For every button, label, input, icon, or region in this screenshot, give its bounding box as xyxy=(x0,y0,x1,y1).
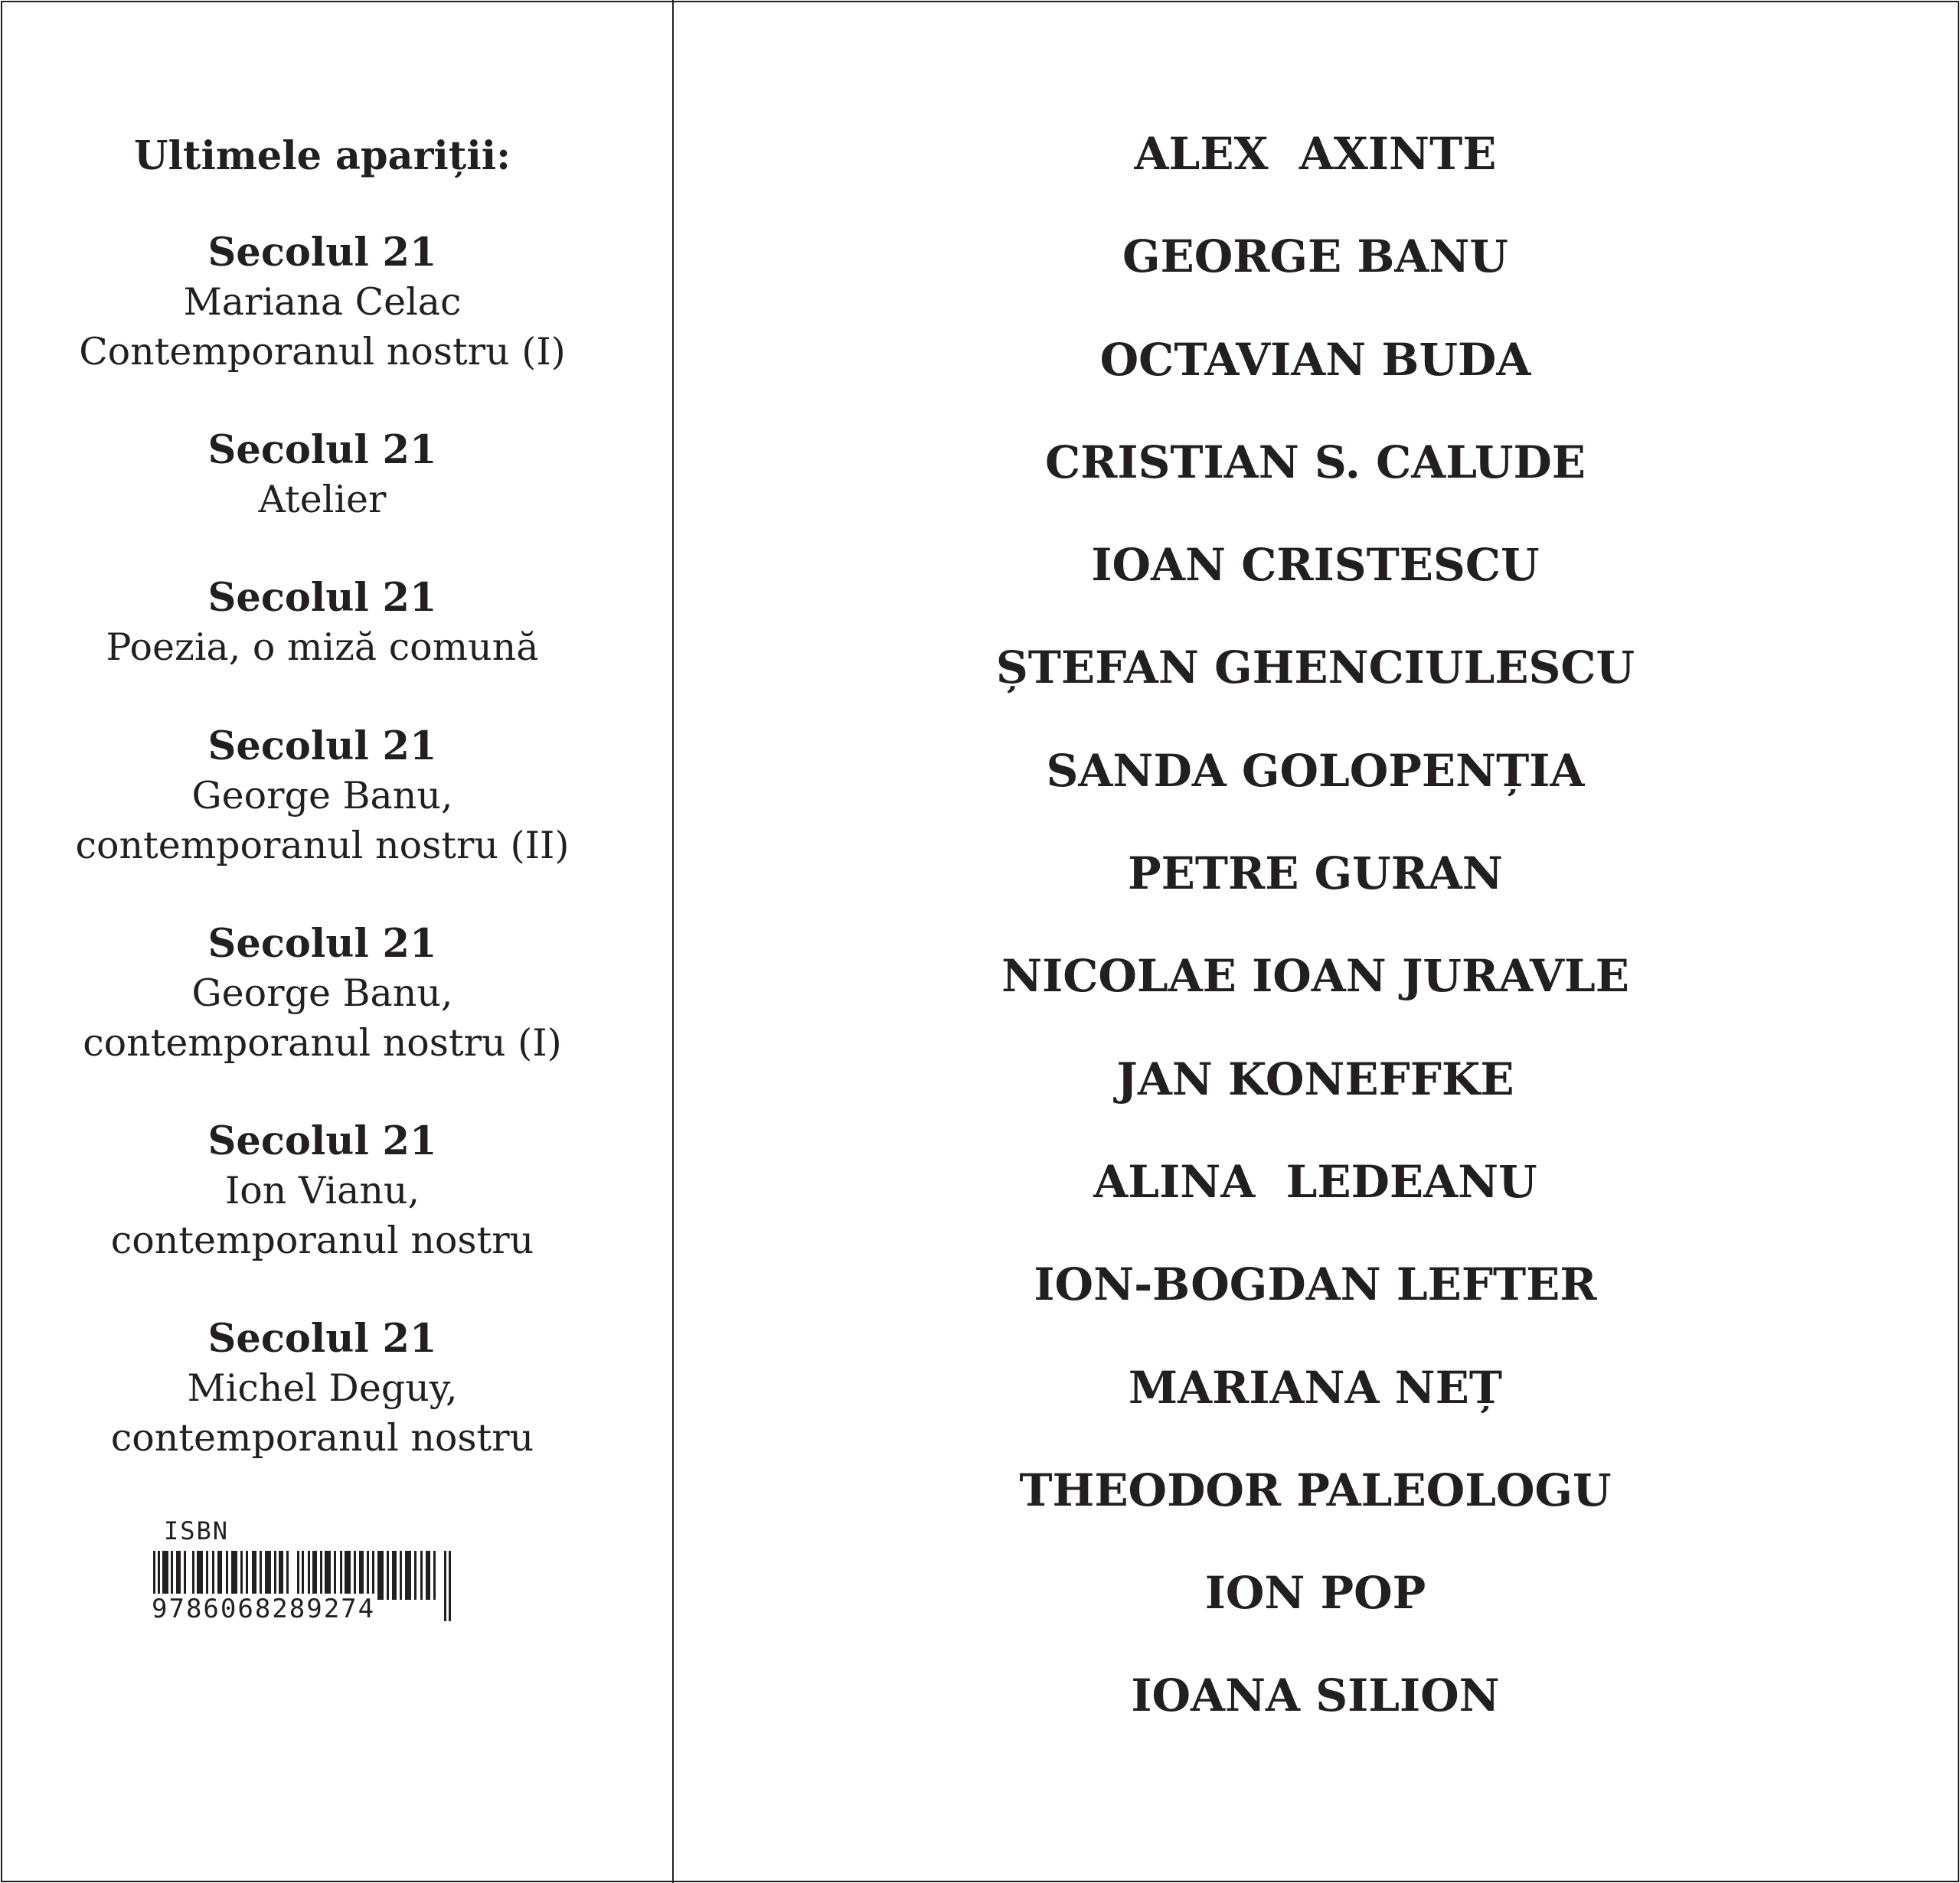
author-name: MARIANA NEȚ xyxy=(1128,1361,1503,1414)
book-title-line: contemporanul nostru xyxy=(110,1416,534,1460)
book-entry xyxy=(0,1314,645,1463)
authors-panel xyxy=(674,0,1957,1883)
author-name: IOAN CRISTESCU xyxy=(1091,539,1540,592)
book-series: Secolul 21 xyxy=(207,575,437,621)
book-title-line: contemporanul nostru (I) xyxy=(83,1021,562,1065)
book-title-line: Poezia, o miză comună xyxy=(106,625,539,669)
book-series: Secolul 21 xyxy=(207,427,437,473)
book-title-line: contemporanul nostru xyxy=(110,1219,534,1262)
recent-publications-heading: Ultimele apariții: xyxy=(134,133,511,179)
book-title-line: George Banu, xyxy=(191,971,453,1015)
author-name: ION-BOGDAN LEFTER xyxy=(1034,1258,1597,1311)
isbn-barcode xyxy=(150,1517,464,1632)
author-name: CRISTIAN S. CALUDE xyxy=(1045,436,1586,488)
book-entry xyxy=(0,228,645,377)
book-entry xyxy=(0,722,645,870)
author-name: ION POP xyxy=(1204,1567,1426,1620)
book-series: Secolul 21 xyxy=(207,1316,437,1362)
book-title-line: Mariana Celac xyxy=(183,280,462,324)
book-title-line: contemporanul nostru (II) xyxy=(75,824,570,867)
author-name: JAN KONEFFKE xyxy=(1116,1052,1514,1105)
book-title-line: Michel Deguy, xyxy=(187,1366,458,1410)
book-entry xyxy=(0,1117,645,1265)
author-name: ALEX AXINTE xyxy=(1134,128,1497,180)
book-entry xyxy=(0,919,645,1068)
isbn-number: 9786068289274 xyxy=(152,1594,376,1624)
book-title-line: Contemporanul nostru (I) xyxy=(79,330,566,374)
book-series: Secolul 21 xyxy=(207,230,437,276)
book-entry xyxy=(0,426,645,524)
book-series: Secolul 21 xyxy=(207,723,437,769)
book-title-line: Ion Vianu, xyxy=(224,1169,420,1212)
author-name: ALINA LEDEANU xyxy=(1093,1155,1537,1208)
book-title-line: Atelier xyxy=(258,478,387,521)
book-series: Secolul 21 xyxy=(207,1118,437,1164)
author-name: NICOLAE IOAN JURAVLE xyxy=(1001,950,1629,1003)
author-name: GEORGE BANU xyxy=(1122,230,1509,283)
author-name: OCTAVIAN BUDA xyxy=(1099,333,1531,386)
book-entry xyxy=(0,573,645,672)
book-series: Secolul 21 xyxy=(207,921,437,967)
author-name: IOANA SILION xyxy=(1131,1669,1500,1722)
author-name: SANDA GOLOPENȚIA xyxy=(1046,744,1585,797)
recent-publications-panel xyxy=(0,0,645,1883)
author-list xyxy=(674,126,1957,1771)
author-name: ȘTEFAN GHENCIULESCU xyxy=(995,641,1635,694)
isbn-label: ISBN xyxy=(164,1516,230,1545)
book-title-line: George Banu, xyxy=(191,774,453,817)
author-name: PETRE GURAN xyxy=(1128,847,1503,900)
author-name: THEODOR PALEOLOGU xyxy=(1019,1464,1612,1516)
